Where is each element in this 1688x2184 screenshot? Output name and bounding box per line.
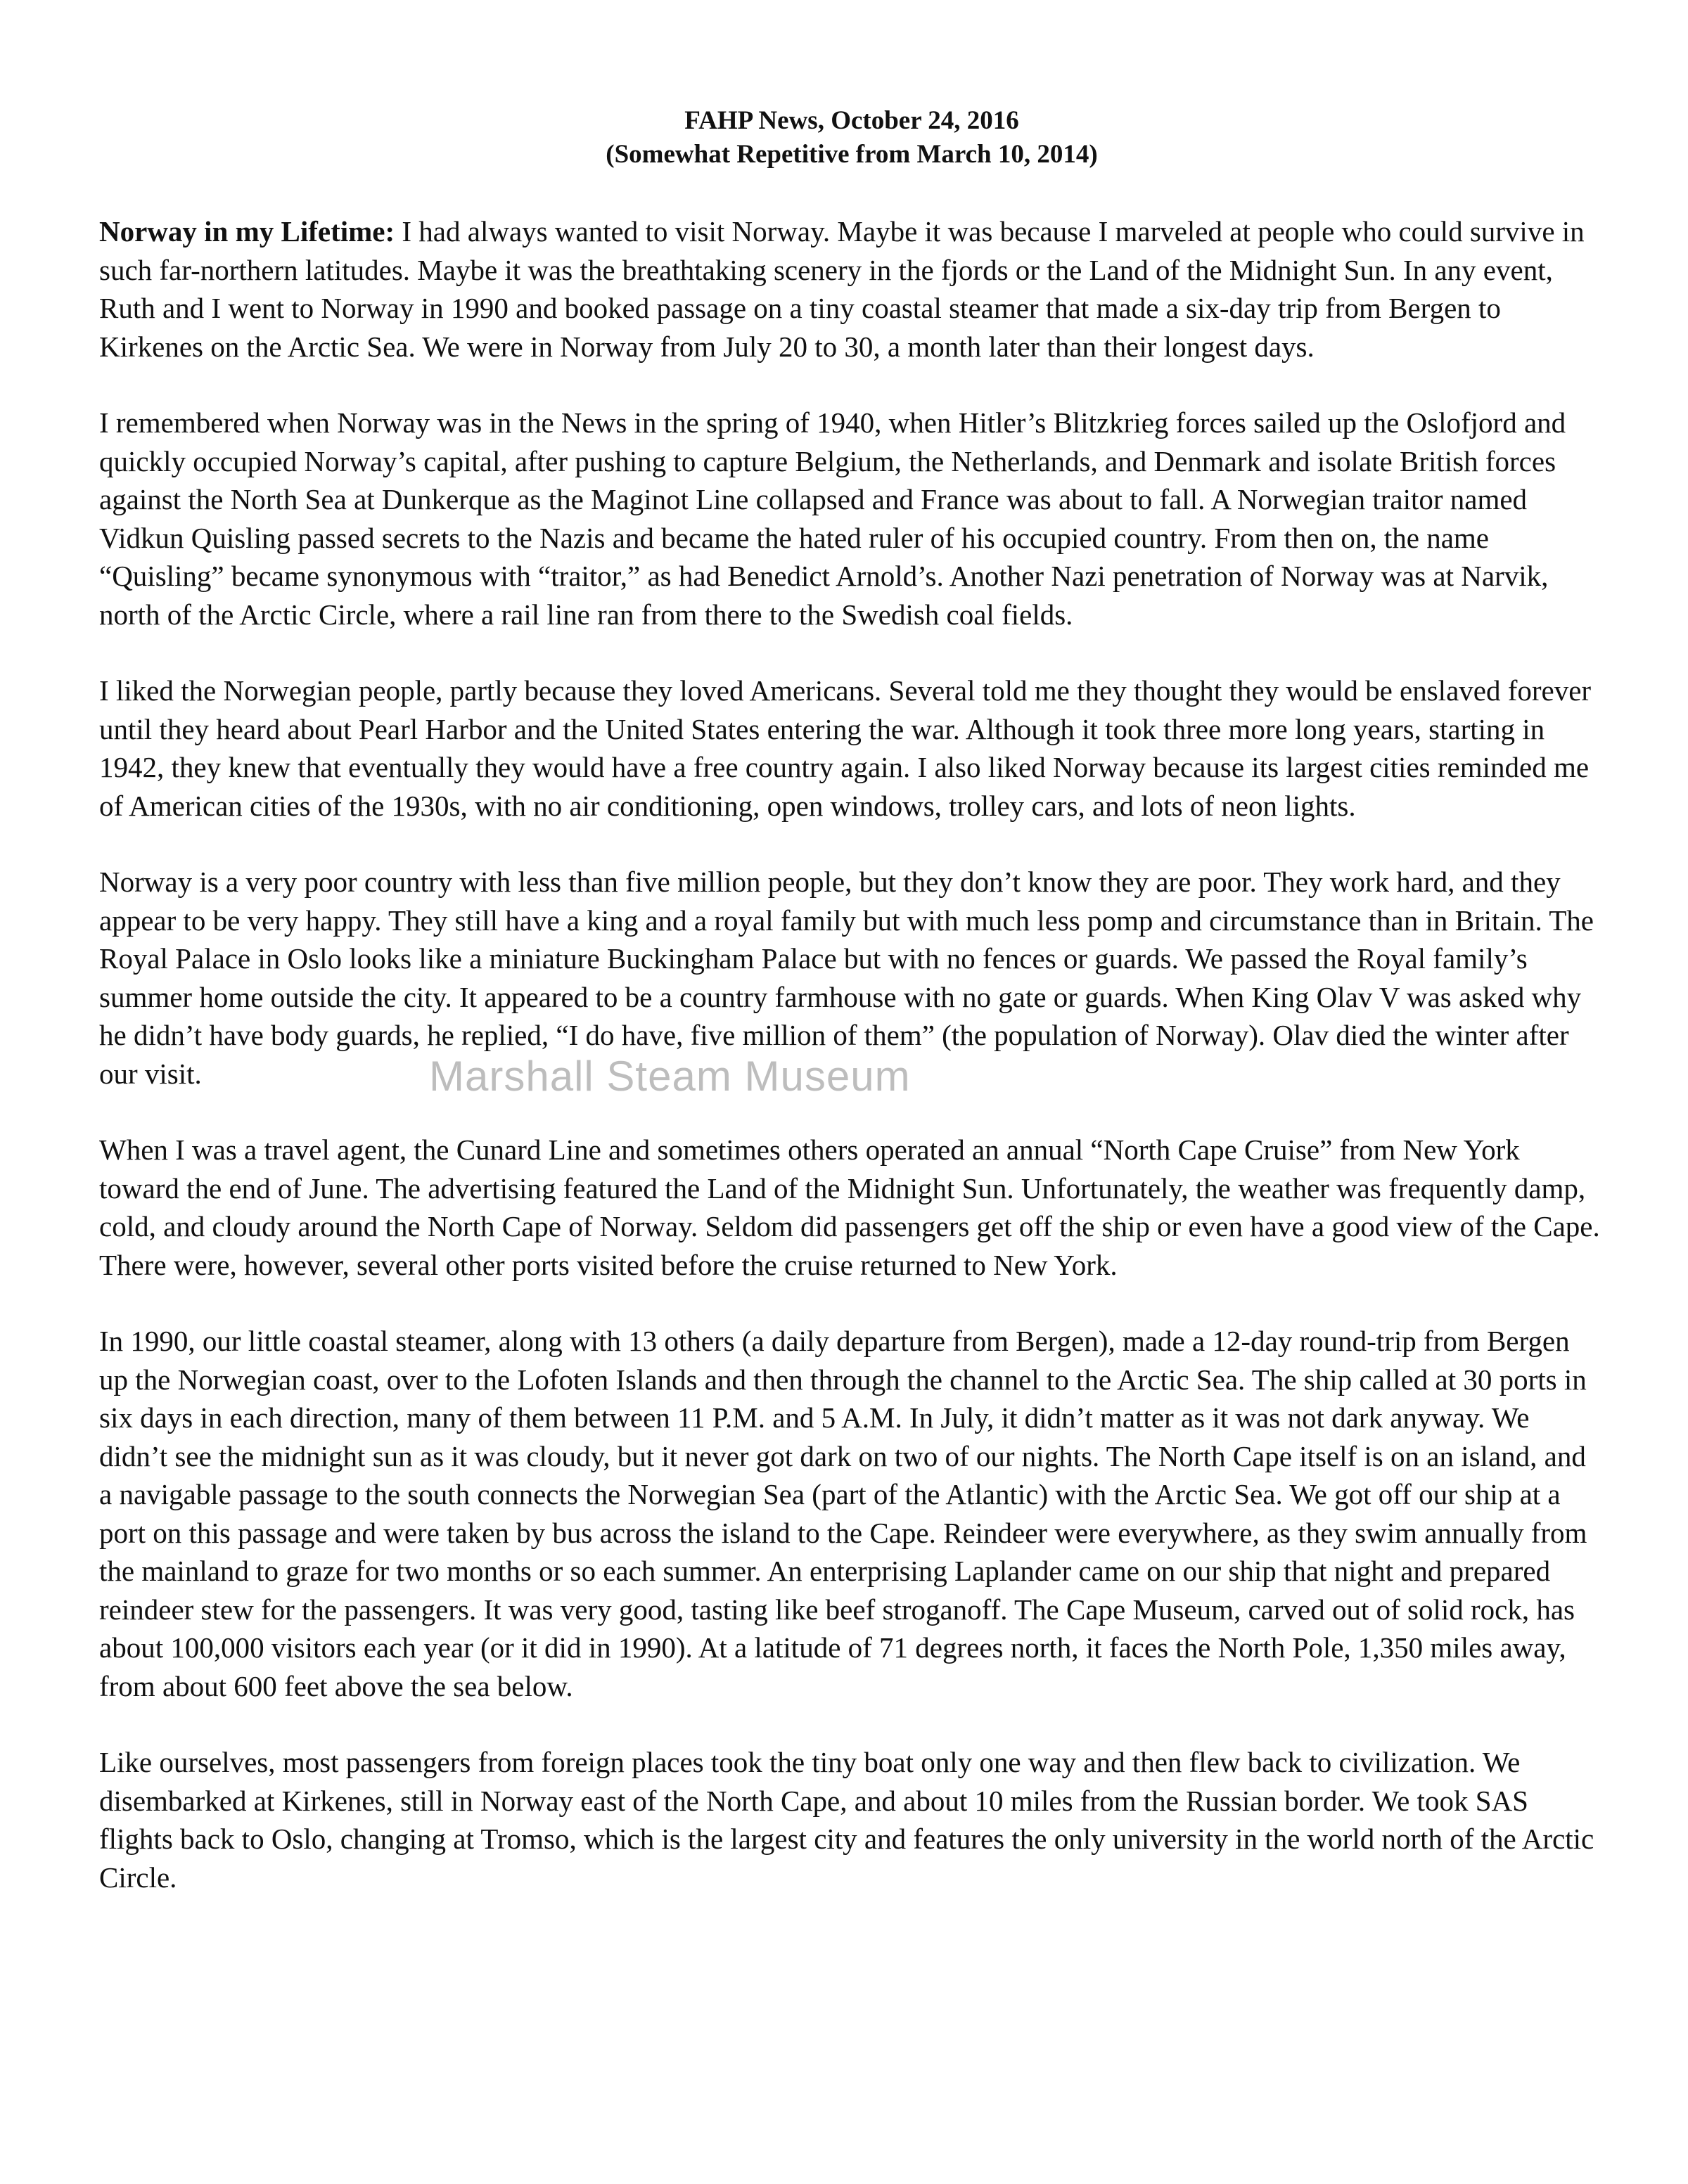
paragraph-intro-text: I had always wanted to visit Norway. Maybe it was because I marveled at people who could survive in such far-northern latitudes. Maybe it was the breathtaking scenery in the fjords or the Land of the Midnight Sun. In any event, Ruth and I went to Norway in 1990 and booked passage on a tiny coastal steamer that made a six-day trip from Bergen to Kirkenes on the Arctic Sea. We were in Norway from July 20 to 30, a month later than their longest days. — [99, 215, 1585, 363]
paragraph-north-cape-cruise: When I was a travel agent, the Cunard Line and sometimes others operated an annual “North Cape Cruise” from New York toward the end of June. The advertising featured the Land of the Midnight Sun. Unfortunately, the weather was frequently damp, cold, and cloudy around the North Cape of Norway. Seldom did passengers get off the ship or even have a good view of the Cape. There were, however, several other ports visited before the cruise returned to New York. — [99, 1133, 1600, 1281]
paragraph-return: Like ourselves, most passengers from foreign places took the tiny boat only one way and then flew back to civilization. We disembarked at Kirkenes, still in Norway east of the North Cape, and about 10 miles from the Russian border. We took SAS flights back to Oslo, changing at Tromso, which is the largest city and features the only university in the world north of the Arctic Circle. — [99, 1746, 1594, 1894]
paragraph-intro — [99, 212, 1604, 366]
document-page — [99, 104, 1604, 1934]
paragraph-people: I liked the Norwegian people, partly because they loved Americans. Several told me they thought they would be enslaved forever until they heard about Pearl Harbor and the United States entering the war. Although it took three more long years, starting in 1942, they knew that eventually they would have a free country again. I also liked Norway because its largest cities reminded me of American cities of the 1930s, with no air conditioning, open windows, trolley cars, and lots of neon lights. — [99, 674, 1592, 822]
document-header — [99, 104, 1604, 172]
page-title: FAHP News, October 24, 2016 — [684, 106, 1019, 135]
paragraph-coastal-steamer: In 1990, our little coastal steamer, along with 13 others (a daily departure from Bergen), made a 12-day round-trip from Bergen up the Norwegian coast, over to the Lofoten Islands and then through the channel to the Arctic Sea. The ship called at 30 ports in six days in each direction, many of them between 11 P.M. and 5 A.M. In July, it didn’t matter as it was not dark anyway. We didn’t see the midnight sun as it was cloudy, but it never got dark on two of our nights. The North Cape itself is on an island, and a navigable passage to the south connects the Norwegian Sea (part of the Atlantic) with the Arctic Sea. We got off our ship at a port on this passage and were taken by bus across the island to the Cape. Reindeer were everywhere, as they swim annually from the mainland to graze for two months or so each summer. An enterprising Laplander came on our ship that night and prepared reindeer stew for the passengers. It was very good, tasting like beef stroganoff. The Cape Museum, carved out of solid rock, has about 100,000 visitors each year (or it did in 1990). At a latitude of 71 degrees north, it faces the North Pole, 1,350 miles away, from about 600 feet above the sea below. — [99, 1325, 1587, 1702]
section-heading: Norway in my Lifetime: — [99, 215, 395, 248]
paragraph-1940: I remembered when Norway was in the News in the spring of 1940, when Hitler’s Blitzkrieg forces sailed up the Oslofjord and quickly occupied Norway’s capital, after pushing to capture Belgium, the Netherlands, and Denmark and isolate British forces against the North Sea at Dunkerque as the Maginot Line collapsed and France was about to fall. A Norwegian traitor named Vidkun Quisling passed secrets to the Nazis and became the hated ruler of his occupied country. From then on, the name “Quisling” became synonymous with “traitor,” as had Benedict Arnold’s. Another Nazi penetration of Norway was at Narvik, north of the Arctic Circle, where a rail line ran from there to the Swedish coal fields. — [99, 406, 1566, 631]
page-subtitle: (Somewhat Repetitive from March 10, 2014) — [606, 140, 1098, 169]
watermark: Marshall Steam Museum — [429, 1053, 911, 1100]
paragraph-royal-family: Norway is a very poor country with less than five million people, but they don’t know they are poor. They work hard, and they appear to be very happy. They still have a king and a royal family but with much less pomp and circumstance than in Britain. The Royal Palace in Oslo looks like a miniature Buckingham Palace but with no fences or guards. We passed the Royal family’s summer home outside the city. It appeared to be a country farmhouse with no gate or guards. When King Olav V was asked why he didn’t have body guards, he replied, “I do have, five million of them” (the population of Norway). Olav died the winter after our visit. — [99, 866, 1594, 1090]
